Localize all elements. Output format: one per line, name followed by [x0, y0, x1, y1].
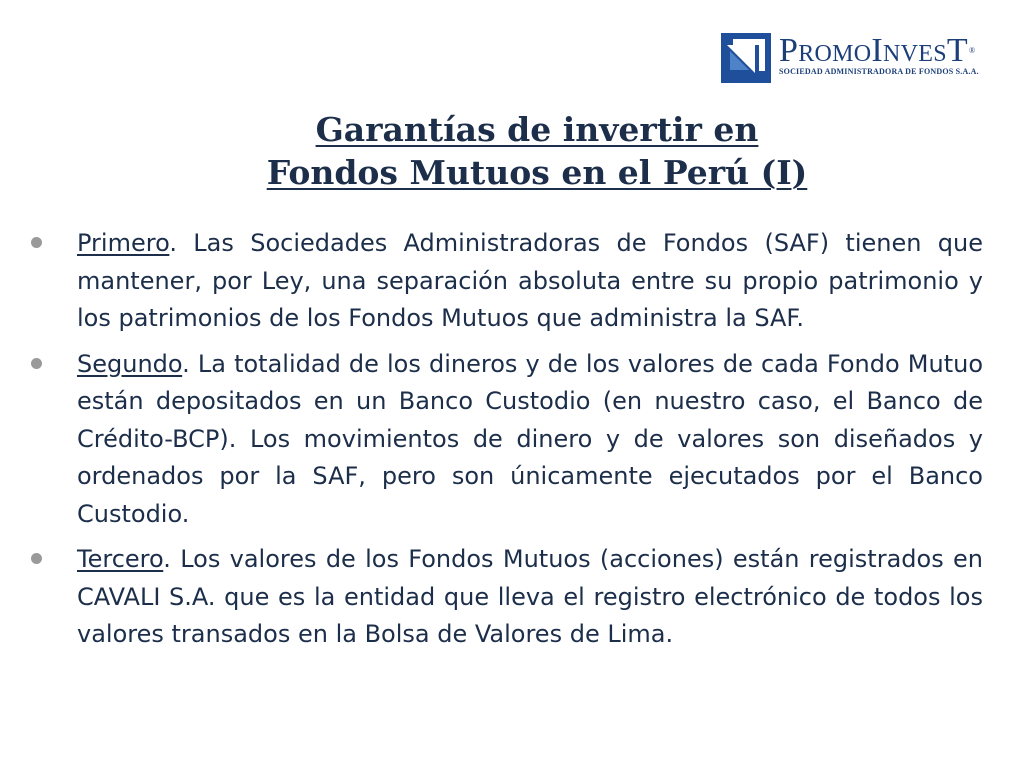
bullet-term: Segundo [77, 349, 183, 378]
bullet-body: . Los valores de los Fondos Mutuos (acciones) están registrados en CAVALI S.A. que es la entidad que lleva el registro electrónico de todos los valores transados en la Bolsa de Valores de Lima. [77, 545, 983, 648]
bullet-dot-icon [31, 237, 42, 248]
logo-tagline: SOCIEDAD ADMINISTRADORA DE FONDOS S.A.A. [779, 67, 979, 76]
bullet-text [77, 225, 983, 338]
bullet-term: Primero [77, 229, 170, 257]
bullet-body: . Las Sociedades Administradoras de Fondos (SAF) tienen que mantener, por Ley, una separación absoluta entre su propio patrimonio y los patrimonios de los Fondos Mutuos que administra la SAF. [77, 229, 983, 332]
bullet-item [28, 541, 983, 654]
bullet-body: . La totalidad de los dineros y de los valores de cada Fondo Mutuo están depositados en un Banco Custodio (en nuestro caso, el Banco de Crédito-BCP). Los movimientos de dinero y de valores son diseñados y ordenados por la SAF, pero son únicamente ejecutados por el Banco Custodio. [77, 349, 983, 528]
title-line-2: Fondos Mutuos en el Perú (I) [266, 153, 808, 192]
logo-name: PromoInvesT® [779, 32, 976, 69]
registered-mark: ® [968, 46, 976, 55]
bullet-item [28, 225, 983, 338]
logo-text [779, 32, 979, 76]
bullet-item [28, 346, 983, 534]
bullet-list [28, 225, 983, 662]
bullet-dot-icon [31, 553, 42, 564]
company-logo [721, 33, 1011, 83]
bullet-dot-icon [31, 358, 42, 369]
title-line-1: Garantías de invertir en [315, 110, 759, 149]
bullet-text [77, 541, 983, 654]
bullet-term: Tercero [77, 545, 164, 573]
slide-title [200, 108, 874, 194]
logo-mark-icon [721, 33, 771, 83]
bullet-text [77, 346, 983, 534]
